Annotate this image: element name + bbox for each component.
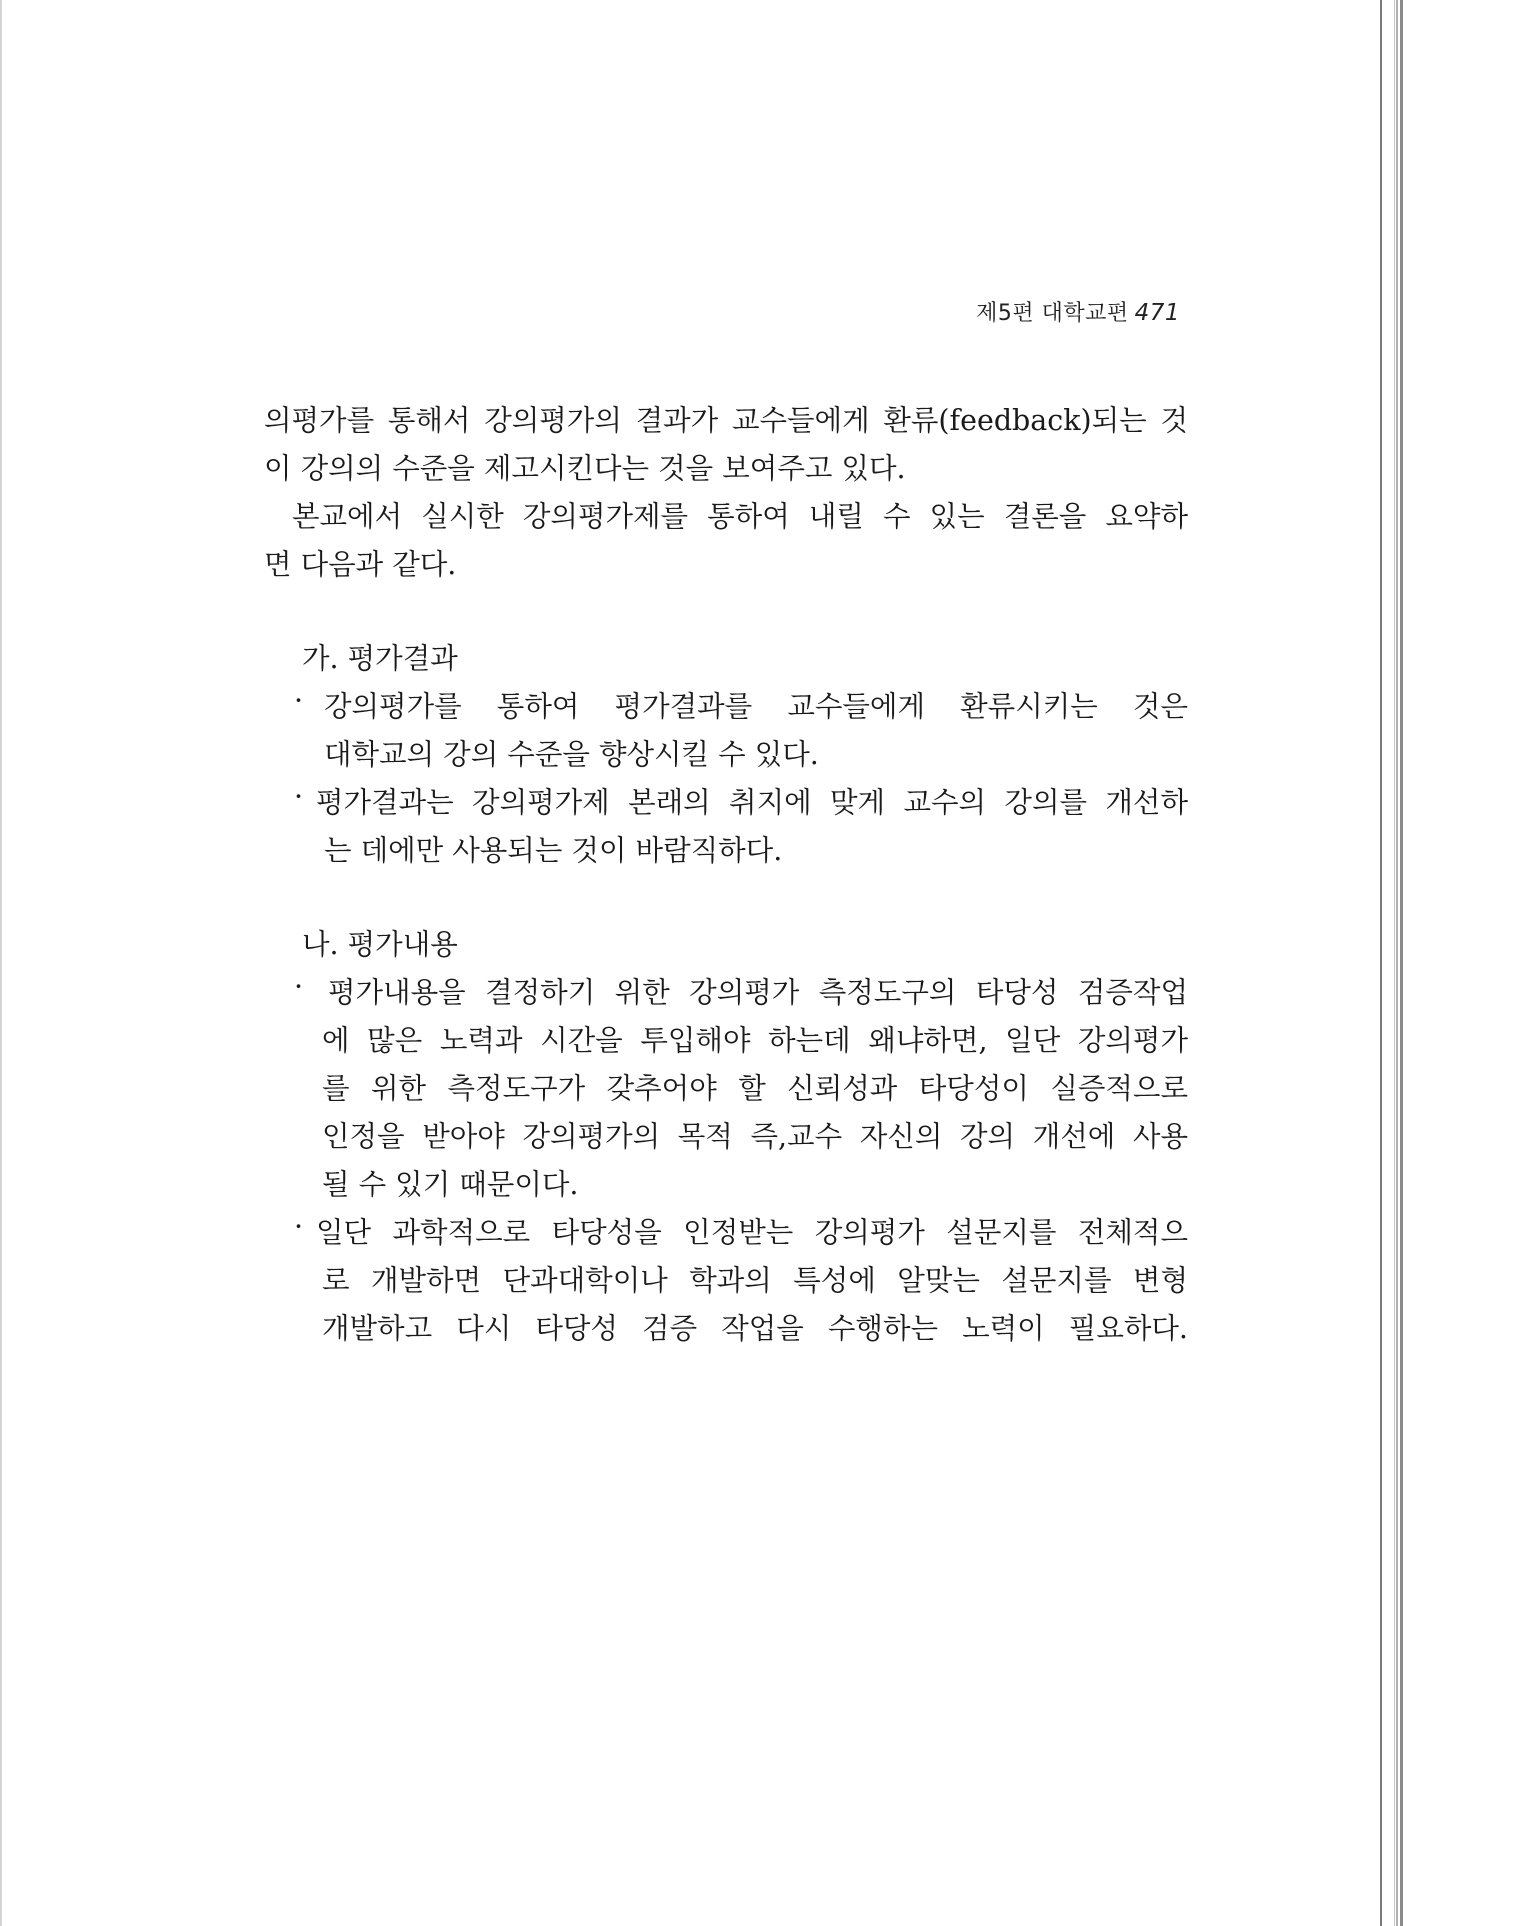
- page-edge: [1388, 0, 1395, 1926]
- intro-line: 이 강의의 수준을 제고시킨다는 것을 보여주고 있다.: [264, 452, 906, 485]
- running-head: [976, 296, 1180, 327]
- section-title: 제5편 대학교편: [976, 301, 1129, 326]
- bullet-text: 를 위한 측정도구가 갖추어야 할 신뢰성과 타당성이 실증적으로: [322, 1072, 1188, 1105]
- bullet-text: 로 개발하면 단과대학이나 학과의 특성에 알맞는 설문지를 변형: [322, 1264, 1188, 1297]
- intro-line: 본교에서 실시한 강의평가제를 통하여 내릴 수 있는 결론을 요약하: [292, 500, 1188, 533]
- bullet-marker: ·: [294, 684, 304, 717]
- intro-line: 면 다음과 같다.: [264, 548, 457, 581]
- bullet-text: 대학교의 강의 수준을 향상시킬 수 있다.: [324, 738, 819, 771]
- page-number: 471: [1134, 300, 1180, 326]
- bullet-text: 일단 과학적으로 타당성을 인정받는 강의평가 설문지를 전체적으: [316, 1216, 1188, 1249]
- bullet-text: 될 수 있기 때문이다.: [322, 1168, 579, 1201]
- bullet-text: 평가결과는 강의평가제 본래의 취지에 맞게 교수의 강의를 개선하: [316, 786, 1188, 819]
- bullet-text: 개발하고 다시 타당성 검증 작업을 수행하는 노력이 필요하다.: [322, 1312, 1188, 1345]
- bullet-text: 인정을 받아야 강의평가의 목적 즉,교수 자신의 강의 개선에 사용: [322, 1120, 1188, 1153]
- bullet-marker: ·: [294, 970, 304, 1003]
- bullet-marker: ·: [294, 780, 304, 813]
- section-heading: 나. 평가내용: [302, 928, 458, 961]
- bullet-text: 강의평가를 통하여 평가결과를 교수들에게 환류시키는 것은: [324, 690, 1188, 723]
- bullet-text: 는 데에만 사용되는 것이 바람직하다.: [324, 834, 783, 867]
- bullet-text: 평가내용을 결정하기 위한 강의평가 측정도구의 타당성 검증작업: [328, 976, 1188, 1009]
- intro-line: 의평가를 통해서 강의평가의 결과가 교수들에게 환류(feedback)되는 것: [264, 404, 1188, 437]
- page-background-right: [1400, 0, 1522, 1926]
- bullet-marker: ·: [294, 1210, 304, 1243]
- bullet-text: 에 많은 노력과 시간을 투입해야 하는데 왜냐하면, 일단 강의평가: [322, 1024, 1188, 1057]
- section-heading: 가. 평가결과: [302, 642, 458, 675]
